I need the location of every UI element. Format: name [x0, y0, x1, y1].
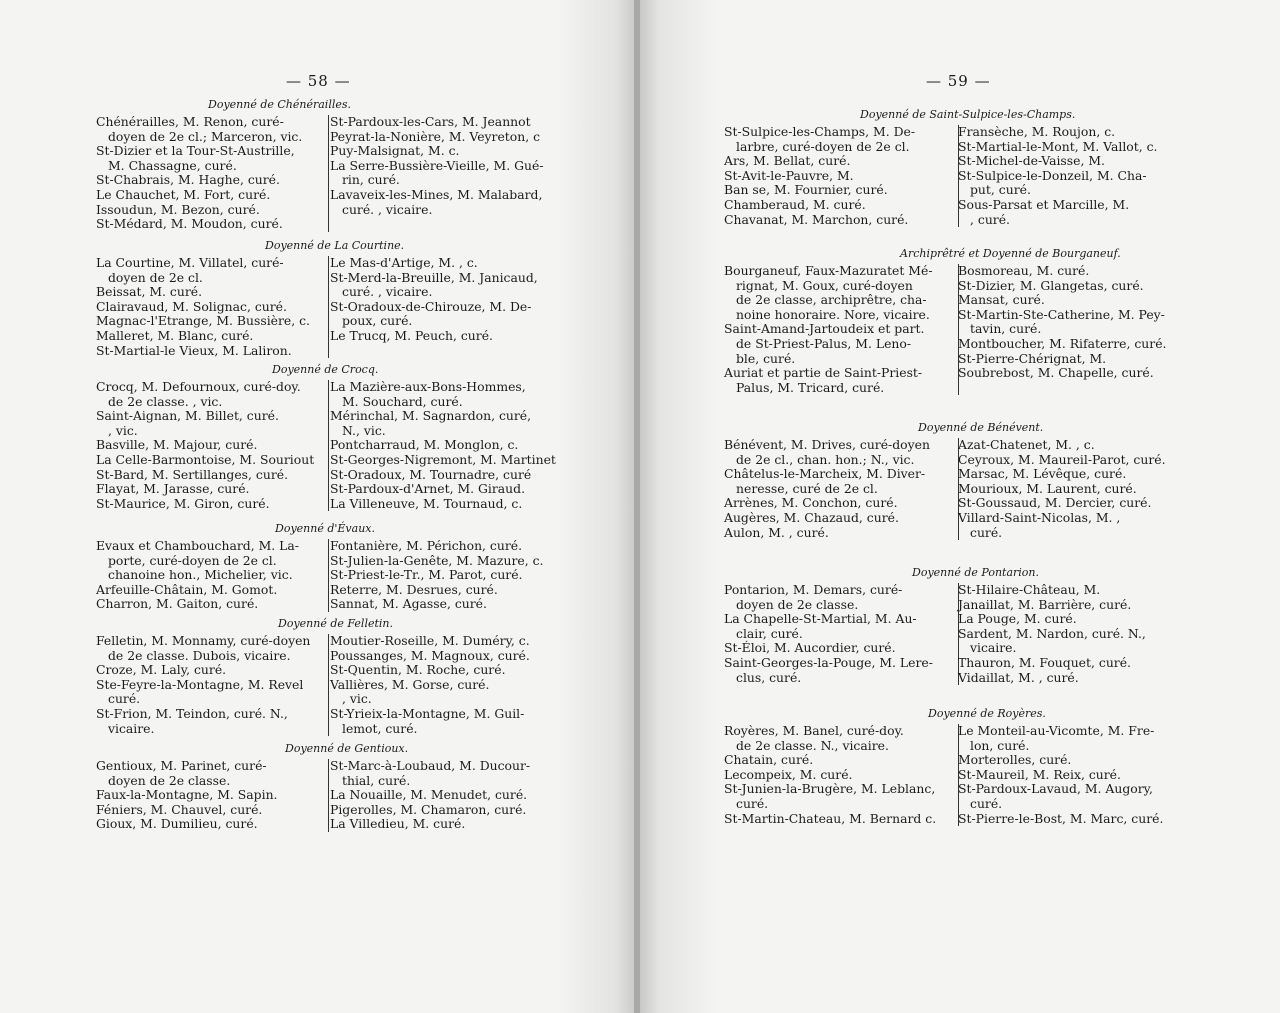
right-column [958, 264, 1198, 381]
entry-line: La Chapelle-St-Martial, M. Au- [724, 611, 917, 627]
right-page [640, 0, 1280, 1013]
entry-line: St-Frion, M. Teindon, curé. N., [96, 705, 288, 721]
entry-line: Pontarion, M. Demars, curé- [724, 582, 903, 597]
entry-line: de 2e classe. , vic. [108, 393, 223, 409]
entry-line: Flayat, M. Jarasse, curé. [96, 481, 250, 497]
entry-line: La Villeneuve, M. Tournaud, c. [330, 495, 523, 511]
entry-line: Beissat, M. curé. [96, 284, 203, 300]
left-column [724, 438, 959, 540]
right-column [330, 256, 590, 344]
deanery-heading: Doyenné de Bénévent. [918, 421, 1044, 434]
entry-line: La Mazière-aux-Bons-Hommes, [330, 379, 526, 394]
entry-line: St-Quentin, M. Roche, curé. [330, 662, 506, 678]
right-column [330, 380, 590, 511]
entry-line: Villard-Saint-Nicolas, M. , [958, 509, 1121, 525]
entry-line: de 2e classe. N., vicaire. [736, 737, 889, 753]
entry-line: put, curé. [970, 182, 1031, 198]
entry-line: thial, curé. [342, 772, 411, 788]
entry-line: St-Martin-Ste-Catherine, M. Pey- [958, 306, 1165, 322]
left-column [724, 264, 959, 395]
entry-line: St-Priest-le-Tr., M. Parot, curé. [330, 567, 523, 583]
entry-line: de 2e classe, archiprêtre, cha- [736, 292, 927, 308]
entry-line: M. Chassagne, curé. [108, 157, 237, 173]
left-column [724, 583, 959, 685]
entry-line: Sannat, M. Agasse, curé. [330, 596, 487, 612]
entry-line: doyen de 2e cl.; Marceron, vic. [108, 128, 303, 144]
left-column [96, 256, 329, 358]
entry-line: St-Michel-de-Vaisse, M. [958, 153, 1105, 169]
entry-line: Gentioux, M. Parinet, curé- [96, 758, 267, 773]
entry-line: Aulon, M. , curé. [724, 524, 829, 540]
entry-line: Poussanges, M. Magnoux, curé. [330, 647, 530, 663]
entry-line: Chamberaud, M. curé. [724, 196, 866, 212]
entry-line: chanoine hon., Michelier, vic. [108, 567, 293, 583]
entry-line: Mansat, curé. [958, 292, 1045, 308]
entry-line: Saint-Aignan, M. Billet, curé. [96, 408, 279, 424]
deanery-heading: Doyenné de Crocq. [272, 363, 379, 376]
entry-line: St-Avit-le-Pauvre, M. [724, 167, 854, 183]
entry-line: St-Chabrais, M. Haghe, curé. [96, 172, 280, 188]
entry-line: Châtelus-le-Marcheix, M. Diver- [724, 466, 926, 482]
deanery-heading: Doyenné de Saint-Sulpice-les-Champs. [860, 108, 1076, 121]
right-column [958, 724, 1198, 826]
entry-line: Féniers, M. Chauvel, curé. [96, 801, 263, 817]
entry-line: , vic. [108, 422, 138, 438]
entry-line: Pontcharraud, M. Monglon, c. [330, 437, 519, 453]
entry-line: Lavaveix-les-Mines, M. Malabard, [330, 186, 543, 202]
entry-line: Chénérailles, M. Renon, curé- [96, 114, 284, 129]
left-column [96, 759, 329, 832]
entry-line: Croze, M. Laly, curé. [96, 662, 227, 678]
entry-line: Ars, M. Bellat, curé. [724, 153, 851, 169]
entry-line: St-Pardoux-d'Arnet, M. Giraud. [330, 481, 526, 497]
entry-line: Ste-Feyre-la-Montagne, M. Revel [96, 676, 304, 692]
entry-line: poux, curé. [342, 313, 413, 329]
left-column [724, 724, 959, 826]
entry-line: neresse, curé de 2e cl. [736, 480, 878, 496]
entry-line: rignat, M. Goux, curé-doyen [736, 277, 913, 293]
right-column [958, 438, 1198, 540]
deanery-heading: Doyenné de Gentioux. [285, 742, 409, 755]
entry-line: Chatain, curé. [724, 752, 814, 768]
entry-line: Chavanat, M. Marchon, curé. [724, 211, 909, 227]
entry-line: rin, curé. [342, 172, 400, 188]
entry-line: St-Georges-Nigremont, M. Martinet [330, 451, 556, 467]
entry-line: curé. [970, 795, 1003, 811]
entry-line: Mérinchal, M. Sagnardon, curé, [330, 408, 532, 424]
entry-line: Sous-Parsat et Marcille, M. [958, 196, 1130, 212]
right-column [958, 125, 1198, 227]
entry-line: Pigerolles, M. Chamaron, curé. [330, 801, 527, 817]
entry-line: Royères, M. Banel, curé-doy. [724, 723, 904, 738]
entry-line: Faux-la-Montagne, M. Sapin. [96, 787, 278, 803]
entry-line: St-Merd-la-Breuille, M. Janicaud, [330, 269, 538, 285]
left-column [96, 539, 329, 612]
entry-line: Bourganeuf, Faux-Mazuratet Mé- [724, 263, 933, 278]
entry-line: Moutier-Roseille, M. Duméry, c. [330, 633, 530, 648]
entry-line: curé. [736, 795, 769, 811]
deanery-heading: Archiprêtré et Doyenné de Bourganeuf. [900, 247, 1121, 260]
entry-line: La Nouaille, M. Menudet, curé. [330, 787, 528, 803]
entry-line: Janaillat, M. Barrière, curé. [958, 596, 1132, 612]
entry-line: Sardent, M. Nardon, curé. N., [958, 625, 1146, 641]
entry-line: St-Martial-le Vieux, M. Laliron. [96, 342, 292, 358]
deanery-heading: Doyenné de Chénérailles. [208, 98, 352, 111]
entry-line: Le Mas-d'Artige, M. , c. [330, 255, 478, 270]
entry-line: noine honoraire. Nore, vicaire. [736, 306, 930, 322]
entry-line: Peyrat-la-Nonière, M. Veyreton, c [330, 128, 541, 144]
right-column [330, 539, 590, 612]
entry-line: Fransèche, M. Roujon, c. [958, 124, 1116, 139]
entry-line: Azat-Chatenet, M. , c. [958, 437, 1095, 452]
entry-line: Fontanière, M. Périchon, curé. [330, 538, 523, 553]
entry-line: St-Junien-la-Brugère, M. Leblanc, [724, 781, 936, 797]
entry-line: Arfeuille-Châtain, M. Gomot. [96, 581, 278, 597]
entry-line: doyen de 2e classe. [736, 596, 859, 612]
entry-line: N., vic. [342, 422, 386, 438]
entry-line: Bosmoreau, M. curé. [958, 263, 1090, 278]
entry-line: ble, curé. [736, 350, 796, 366]
left-page [0, 0, 636, 1013]
deanery-heading: Doyenné de La Courtine. [265, 239, 405, 252]
entry-line: Evaux et Chambouchard, M. La- [96, 538, 299, 553]
entry-line: St-Goussaud, M. Dercier, curé. [958, 495, 1152, 511]
entry-line: Bénévent, M. Drives, curé-doyen [724, 437, 930, 452]
entry-line: lon, curé. [970, 737, 1030, 753]
entry-line: La Villedieu, M. curé. [330, 816, 466, 832]
entry-line: St-Pierre-le-Bost, M. Marc, curé. [958, 810, 1164, 826]
entry-line: M. Souchard, curé. [342, 393, 463, 409]
left-column [96, 380, 329, 511]
entry-line: St-Dizier, M. Glangetas, curé. [958, 277, 1144, 293]
entry-line: curé. , vicaire. [342, 201, 433, 217]
entry-line: St-Julien-la-Genête, M. Mazure, c. [330, 552, 544, 568]
entry-line: La Serre-Bussière-Vieille, M. Gué- [330, 157, 544, 173]
entry-line: Malleret, M. Blanc, curé. [96, 327, 254, 343]
left-column [96, 634, 329, 736]
entry-line: Ceyroux, M. Maureil-Parot, curé. [958, 451, 1166, 467]
entry-line: Saint-Amand-Jartoudeix et part. [724, 321, 925, 337]
entry-line: St-Martial-le-Mont, M. Vallot, c. [958, 138, 1158, 154]
entry-line: St-Maureil, M. Reix, curé. [958, 766, 1121, 782]
entry-line: St-Yrieix-la-Montagne, M. Guil- [330, 705, 525, 721]
right-column [330, 115, 590, 217]
entry-line: Ban se, M. Fournier, curé. [724, 182, 888, 198]
entry-line: St-Sulpice-les-Champs, M. De- [724, 124, 916, 139]
entry-line: vicaire. [970, 640, 1017, 656]
entry-line: Felletin, M. Monnamy, curé-doyen [96, 633, 311, 648]
entry-line: St-Martin-Chateau, M. Bernard c. [724, 810, 937, 826]
entry-line: St-Oradoux, M. Tournadre, curé [330, 466, 532, 482]
entry-line: , vic. [342, 691, 372, 707]
entry-line: Puy-Malsignat, M. c. [330, 143, 460, 159]
entry-line: Basville, M. Majour, curé. [96, 437, 258, 453]
entry-line: Palus, M. Tricard, curé. [736, 379, 885, 395]
entry-line: Morterolles, curé. [958, 752, 1072, 768]
entry-line: St-Sulpice-le-Donzeil, M. Cha- [958, 167, 1147, 183]
deanery-heading: Doyenné de Pontarion. [912, 566, 1040, 579]
entry-line: vicaire. [108, 720, 155, 736]
entry-line: Auriat et partie de Saint-Priest- [724, 365, 923, 381]
entry-line: Issoudun, M. Bezon, curé. [96, 201, 260, 217]
entry-line: La Celle-Barmontoise, M. Souriout [96, 451, 315, 467]
entry-line: curé. , vicaire. [342, 284, 433, 300]
entry-line: clus, curé. [736, 669, 802, 685]
entry-line: St-Maurice, M. Giron, curé. [96, 495, 270, 511]
entry-line: St-Bard, M. Sertillanges, curé. [96, 466, 289, 482]
entry-line: Arrènes, M. Conchon, curé. [724, 495, 898, 511]
entry-line: Magnac-l'Etrange, M. Bussière, c. [96, 313, 310, 329]
entry-line: de 2e cl., chan. hon.; N., vic. [736, 451, 915, 467]
entry-line: de 2e classe. Dubois, vicaire. [108, 647, 291, 663]
entry-line: St-Médard, M. Moudon, curé. [96, 216, 283, 232]
entry-line: Lecompeix, M. curé. [724, 766, 853, 782]
entry-line: Vidaillat, M. , curé. [958, 669, 1079, 685]
deanery-heading: Doyenné d'Évaux. [275, 522, 375, 535]
entry-line: porte, curé-doyen de 2e cl. [108, 552, 277, 568]
entry-line: doyen de 2e classe. [108, 772, 231, 788]
right-column [330, 759, 590, 832]
entry-line: Mourioux, M. Laurent, curé. [958, 480, 1137, 496]
entry-line: Soubrebost, M. Chapelle, curé. [958, 365, 1154, 381]
entry-line: La Courtine, M. Villatel, curé- [96, 255, 284, 270]
entry-line: Vallières, M. Gorse, curé. [330, 676, 490, 692]
right-column [330, 634, 590, 736]
entry-line: Le Chauchet, M. Fort, curé. [96, 186, 271, 202]
entry-line: tavin, curé. [970, 321, 1042, 337]
entry-line: Montboucher, M. Rifaterre, curé. [958, 335, 1167, 351]
entry-line: St-Hilaire-Château, M. [958, 582, 1101, 597]
entry-line: clair, curé. [736, 625, 803, 641]
entry-line: lemot, curé. [342, 720, 418, 736]
entry-line: Augères, M. Chazaud, curé. [724, 509, 899, 525]
entry-line: St-Oradoux-de-Chirouze, M. De- [330, 298, 532, 314]
entry-line: Saint-Georges-la-Pouge, M. Lere- [724, 654, 933, 670]
deanery-heading: Doyenné de Royères. [928, 707, 1046, 720]
entry-line: Reterre, M. Desrues, curé. [330, 581, 498, 597]
deanery-heading: Doyenné de Felletin. [278, 617, 393, 630]
entry-line: curé. [108, 691, 141, 707]
entry-line: St-Éloi, M. Aucordier, curé. [724, 640, 896, 656]
entry-line: larbre, curé-doyen de 2e cl. [736, 138, 910, 154]
entry-line: Charron, M. Gaiton, curé. [96, 596, 259, 612]
entry-line: Le Monteil-au-Vicomte, M. Fre- [958, 723, 1155, 738]
entry-line: La Pouge, M. curé. [958, 611, 1077, 627]
entry-line: Clairavaud, M. Solignac, curé. [96, 298, 287, 314]
right-column [958, 583, 1198, 685]
entry-line: St-Pardoux-les-Cars, M. Jeannot [330, 114, 531, 129]
entry-line: St-Marc-à-Loubaud, M. Ducour- [330, 758, 531, 773]
left-column [96, 115, 329, 232]
entry-line: , curé. [970, 211, 1010, 227]
page-number: — 59 — [926, 72, 991, 90]
page-number: — 58 — [286, 72, 351, 90]
entry-line: Gioux, M. Dumilieu, curé. [96, 816, 258, 832]
entry-line: Le Trucq, M. Peuch, curé. [330, 327, 493, 343]
entry-line: St-Pierre-Chérignat, M. [958, 350, 1107, 366]
entry-line: Thauron, M. Fouquet, curé. [958, 654, 1131, 670]
entry-line: doyen de 2e cl. [108, 269, 203, 285]
entry-line: curé. [970, 524, 1003, 540]
entry-line: de St-Priest-Palus, M. Leno- [736, 335, 912, 351]
entry-line: St-Dizier et la Tour-St-Austrille, [96, 143, 295, 159]
left-column [724, 125, 959, 227]
entry-line: St-Pardoux-Lavaud, M. Augory, [958, 781, 1153, 797]
entry-line: Crocq, M. Defournoux, curé-doy. [96, 379, 301, 394]
entry-line: Marsac, M. Lévêque, curé. [958, 466, 1127, 482]
